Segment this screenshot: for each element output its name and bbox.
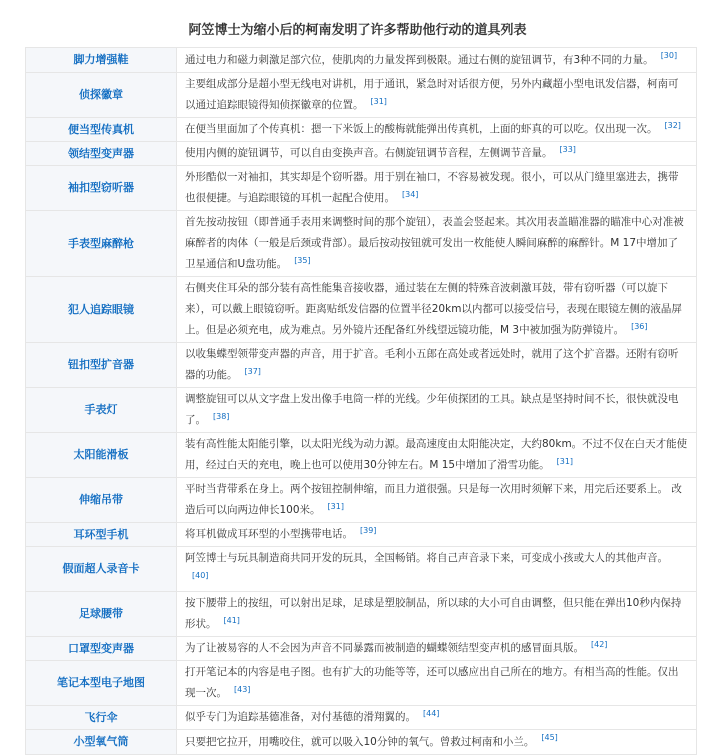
gadget-name-cell — [26, 592, 177, 637]
gadget-name-cell — [26, 73, 177, 118]
table-row — [26, 211, 697, 277]
gadget-description-cell — [177, 118, 697, 142]
gadget-description-cell — [177, 523, 697, 547]
gadget-name-link[interactable]: 飞行伞 — [84, 710, 118, 724]
gadget-name-link[interactable]: 侦探徽章 — [79, 88, 123, 101]
table-row — [26, 661, 697, 706]
gadget-description-cell — [177, 706, 697, 730]
citation-link[interactable]: [35] — [294, 255, 311, 265]
citation-link[interactable]: [33] — [559, 144, 576, 154]
gadget-description-text: 外形酷似一对袖扣，其实却是个窃听器。用于别在袖口，不容易被发现。很小，可以从门缝里塞进去，携带也很便捷。与追踪眼镜的耳机一起配合使用。 — [185, 171, 679, 204]
table-row — [26, 343, 697, 388]
table-row — [26, 592, 697, 637]
gadget-name-cell — [26, 277, 177, 343]
table-row — [26, 118, 697, 142]
gadget-description-cell — [177, 48, 697, 73]
gadget-name-link[interactable]: 袖扣型窃听器 — [68, 181, 134, 194]
gadget-name-cell — [26, 166, 177, 211]
table-row — [26, 277, 697, 343]
table-row — [26, 478, 697, 523]
gadget-name-cell — [26, 547, 177, 592]
gadget-name-link[interactable]: 耳环型手机 — [73, 527, 129, 541]
gadget-name-link[interactable]: 领结型变声器 — [68, 146, 134, 160]
gadget-description-text: 调整旋钮可以从文字盘上发出像手电筒一样的光线。少年侦探团的工具。缺点是坚持时间不长，很快就没电了。 — [185, 393, 679, 426]
gadget-name-link[interactable]: 手表型麻醉枪 — [68, 236, 134, 250]
gadget-name-cell — [26, 730, 177, 755]
citation-link[interactable]: [45] — [541, 733, 558, 742]
gadget-description-cell — [177, 433, 697, 478]
gadget-name-link[interactable]: 伸缩吊带 — [79, 493, 123, 506]
gadget-name-cell — [26, 661, 177, 706]
citation-link[interactable]: [32] — [664, 120, 681, 130]
gadget-name-cell — [26, 48, 177, 73]
gadget-name-cell — [26, 118, 177, 142]
citation-link[interactable]: [31] — [327, 501, 344, 511]
gadget-description-text: 将耳机做成耳环型的小型携带电话。 — [185, 528, 353, 540]
gadget-name-link[interactable]: 足球腰带 — [79, 607, 123, 620]
citation-link[interactable]: [42] — [591, 639, 608, 649]
table-row — [26, 73, 697, 118]
gadget-description-text: 按下腰带上的按纽，可以射出足球，足球是塑胶制品，所以球的大小可自由调整，但只能在弹出10秒内保持形状。 — [185, 597, 682, 630]
table-row — [26, 547, 697, 592]
gadget-table — [25, 47, 697, 755]
table-row — [26, 706, 697, 730]
gadget-description-text: 首先按动按钮（即普通手表用来调整时间的那个旋钮），表盖会竖起来。其次用表盖瞄准器的瞄准中心对准被麻醉者的肉体（一般是后颈或背部）。最后按动按钮就可发出一枚能使人瞬间麻醉的麻醉针。M 17中增加了卫星通信和U盘功能。 — [185, 216, 684, 270]
gadget-name-link[interactable]: 笔记本型电子地图 — [57, 676, 145, 689]
gadget-name-cell — [26, 706, 177, 730]
gadget-name-link[interactable]: 太阳能滑板 — [73, 448, 129, 461]
citation-link[interactable]: [38] — [213, 411, 230, 421]
citation-link[interactable]: [37] — [244, 366, 261, 376]
table-row — [26, 730, 697, 755]
gadget-name-link[interactable]: 假面超人录音卡 — [62, 562, 140, 575]
gadget-name-link[interactable]: 犯人追踪眼镜 — [68, 302, 134, 316]
gadget-name-cell — [26, 343, 177, 388]
citation-link[interactable]: [31] — [370, 96, 387, 106]
table-row — [26, 523, 697, 547]
gadget-description-cell — [177, 730, 697, 755]
gadget-description-cell — [177, 592, 697, 637]
gadget-description-text: 似乎专门为追踪基德准备，对付基德的滑翔翼的。 — [185, 711, 416, 723]
citation-link[interactable]: [30] — [660, 51, 678, 60]
gadget-description-text: 只要把它拉开，用嘴咬住，就可以吸入10分钟的氧气。曾救过柯南和小兰。 — [185, 735, 535, 748]
table-caption: 阿笠博士为缩小后的柯南发明了许多帮助他行动的道具列表 — [188, 23, 527, 38]
citation-link[interactable]: [41] — [223, 615, 240, 625]
gadget-table-body — [26, 48, 697, 755]
gadget-name-cell — [26, 433, 177, 478]
gadget-name-cell — [26, 523, 177, 547]
gadget-description-cell — [177, 478, 697, 523]
table-row — [26, 433, 697, 478]
citation-link[interactable]: [39] — [360, 525, 377, 535]
table-row — [26, 388, 697, 433]
gadget-name-link[interactable]: 脚力增强鞋 — [73, 53, 129, 66]
gadget-name-link[interactable]: 钮扣型扩音器 — [68, 358, 134, 371]
gadget-description-text: 使用内侧的旋钮调节，可以自由变换声音。右侧旋钮调节音程，左侧调节音量。 — [185, 147, 553, 159]
gadget-name-cell — [26, 142, 177, 166]
citation-link[interactable]: [44] — [423, 708, 440, 718]
gadget-description-cell — [177, 277, 697, 343]
gadget-description-text: 装有高性能太阳能引擎，以太阳光线为动力源。最高速度由太阳能决定，大约80km。不过不仅在白天才能使用，经过白天的充电，晚上也可以使用30分钟左右。M 15中增加了滑雪功能。 — [185, 438, 688, 471]
gadget-description-text: 平时当背带系在身上。两个按钮控制伸缩，而且力道很强。只是每一次用时须解下来，用完后还要系上。 改造后可以向两边伸长100米。 — [185, 483, 682, 516]
citation-link[interactable]: [34] — [402, 189, 419, 199]
citation-link[interactable]: [31] — [556, 456, 574, 466]
gadget-description-cell — [177, 142, 697, 166]
gadget-description-cell — [177, 661, 697, 706]
gadget-name-link[interactable]: 小型氧气筒 — [73, 735, 129, 748]
gadget-description-text: 通过电力和磁力刺激足部穴位，使肌肉的力量发挥到极限。通过右侧的旋钮调节，有3种不同的力量。 — [185, 53, 654, 66]
gadget-description-text: 右侧夹住耳朵的部分装有高性能集音接收器，通过装在左侧的特殊音波刺激耳鼓，带有窃听器（可以旋下来），可以戴上眼镜窃听。距离贴纸发信器的位置半径20km以内都可以接受信号，表现在眼镜左侧的液晶屏上。但是必须充电，成为难点。另外镜片还配备红外线望远镜功能，M 3中被加强为防弹镜片。 — [185, 282, 682, 336]
gadget-name-cell — [26, 388, 177, 433]
gadget-description-text: 以收集蝶型领带变声器的声音，用于扩音。毛利小五郎在高处或者远处时，就用了这个扩音器。还附有窃听器的功能。 — [185, 348, 679, 381]
citation-link[interactable]: [43] — [234, 684, 251, 694]
table-row — [26, 142, 697, 166]
gadget-name-cell — [26, 478, 177, 523]
table-row — [26, 48, 697, 73]
gadget-description-cell — [177, 637, 697, 661]
gadget-description-cell — [177, 547, 697, 592]
gadget-description-text: 打开笔记本的内容是电子图。也有扩大的功能等等，还可以感应出自己所在的地方。有相当高的性能。仅出现一次。 — [185, 666, 679, 699]
gadget-description-text: 为了让被易容的人不会因为声音不同暴露而被制造的蝴蝶领结型变声机的感冒面具版。 — [185, 642, 584, 654]
gadget-description-text: 在便当里面加了个传真机：摁一下米饭上的酸梅就能弹出传真机，上面的虾真的可以吃。仅出现一次。 — [185, 123, 658, 135]
citation-link[interactable]: [36] — [631, 321, 648, 331]
gadget-name-link[interactable]: 口罩型变声器 — [68, 641, 134, 655]
table-row — [26, 637, 697, 661]
gadget-name-link[interactable]: 便当型传真机 — [68, 122, 134, 136]
gadget-description-cell — [177, 73, 697, 118]
gadget-description-cell — [177, 388, 697, 433]
gadget-name-cell — [26, 637, 177, 661]
gadget-description-cell — [177, 211, 697, 277]
gadget-description-cell — [177, 343, 697, 388]
table-row — [26, 166, 697, 211]
gadget-name-link[interactable]: 手表灯 — [84, 403, 118, 416]
gadget-name-cell — [26, 211, 177, 277]
citation-link[interactable]: [40] — [192, 570, 209, 580]
gadget-description-text: 主要组成部分是超小型无线电对讲机，用于通讯，紧急时对话很方便，另外内藏超小型电讯发信器，柯南可以通过追踪眼镜得知侦探徽章的位置。 — [185, 78, 679, 111]
gadget-description-text: 阿笠博士与玩具制造商共同开发的玩具，全国畅销。将自己声音录下来，可变成小孩或大人的其他声音。 — [185, 552, 668, 564]
gadget-description-cell — [177, 166, 697, 211]
